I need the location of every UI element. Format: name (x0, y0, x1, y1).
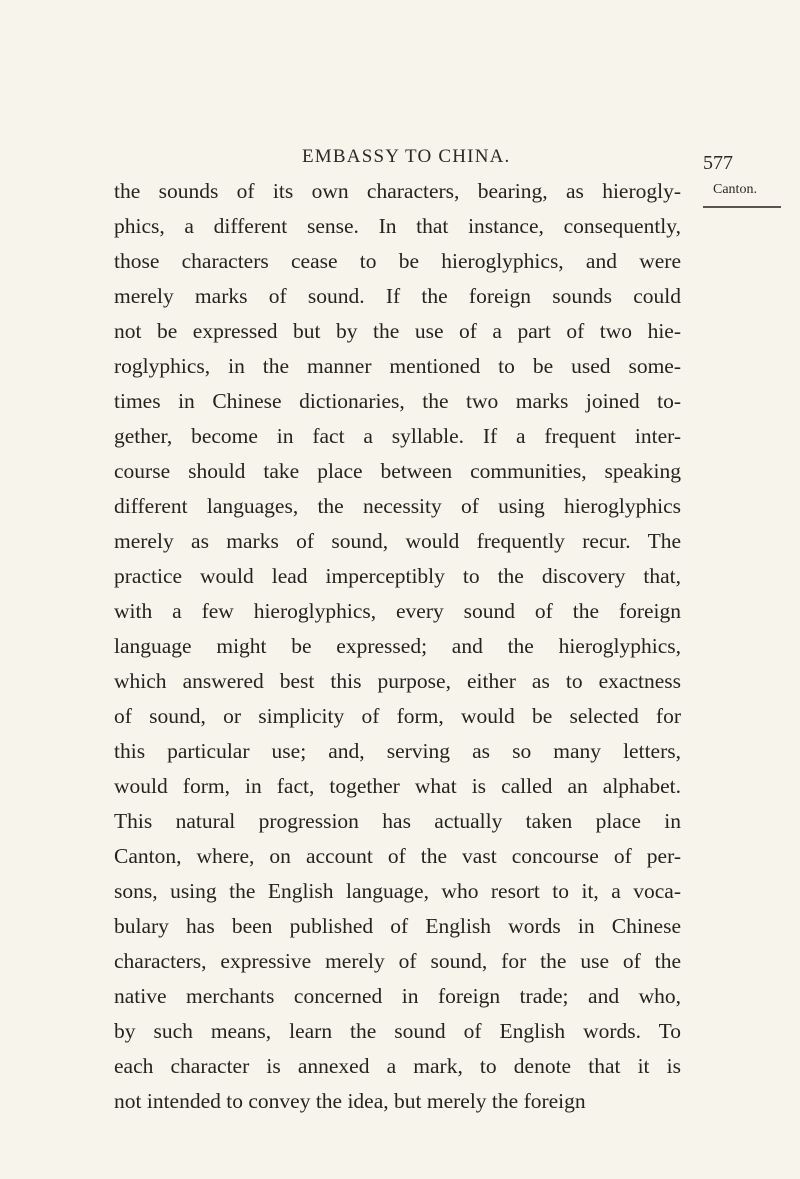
text-line: native merchants concerned in foreign trade; and who, (114, 984, 681, 1008)
text-line: which answered best this purpose, either as to exactness (114, 669, 681, 693)
text-line: each character is annexed a mark, to denote that it is (114, 1054, 681, 1078)
text-line: language might be expressed; and the hieroglyphics, (114, 634, 681, 658)
text-line: merely as marks of sound, would frequently recur. The (114, 529, 681, 553)
text-line: course should take place between communities, speaking (114, 459, 681, 483)
text-line: not intended to convey the idea, but merely the foreign (114, 1089, 586, 1113)
text-line: would form, in fact, together what is called an alphabet. (114, 774, 681, 798)
text-line: not be expressed but by the use of a part of two hie- (114, 319, 681, 343)
margin-note: Canton. (713, 182, 757, 197)
body-text (114, 174, 681, 1119)
text-line: different languages, the necessity of using hieroglyphics (114, 494, 681, 518)
text-line: This natural progression has actually taken place in (114, 809, 681, 833)
text-line: with a few hieroglyphics, every sound of the foreign (114, 599, 681, 623)
text-line: times in Chinese dictionaries, the two marks joined to- (114, 389, 681, 413)
text-line: the sounds of its own characters, bearing, as hierogly- (114, 179, 681, 203)
running-head: EMBASSY TO CHINA. (302, 146, 511, 167)
text-line: those characters cease to be hieroglyphics, and were (114, 249, 681, 273)
text-line: roglyphics, in the manner mentioned to be used some- (114, 354, 681, 378)
page-number: 577 (703, 152, 733, 174)
text-line: practice would lead imperceptibly to the discovery that, (114, 564, 681, 588)
text-line: phics, a different sense. In that instance, consequently, (114, 214, 681, 238)
text-line: this particular use; and, serving as so many letters, (114, 739, 681, 763)
text-line: gether, become in fact a syllable. If a frequent inter- (114, 424, 681, 448)
text-line: bulary has been published of English words in Chinese (114, 914, 681, 938)
text-line: sons, using the English language, who resort to it, a voca- (114, 879, 681, 903)
text-line: by such means, learn the sound of English words. To (114, 1019, 681, 1043)
text-line: characters, expressive merely of sound, for the use of the (114, 949, 681, 973)
text-line: Canton, where, on account of the vast concourse of per- (114, 844, 681, 868)
margin-rule (703, 206, 781, 208)
text-line: of sound, or simplicity of form, would be selected for (114, 704, 681, 728)
text-line: merely marks of sound. If the foreign sounds could (114, 284, 681, 308)
